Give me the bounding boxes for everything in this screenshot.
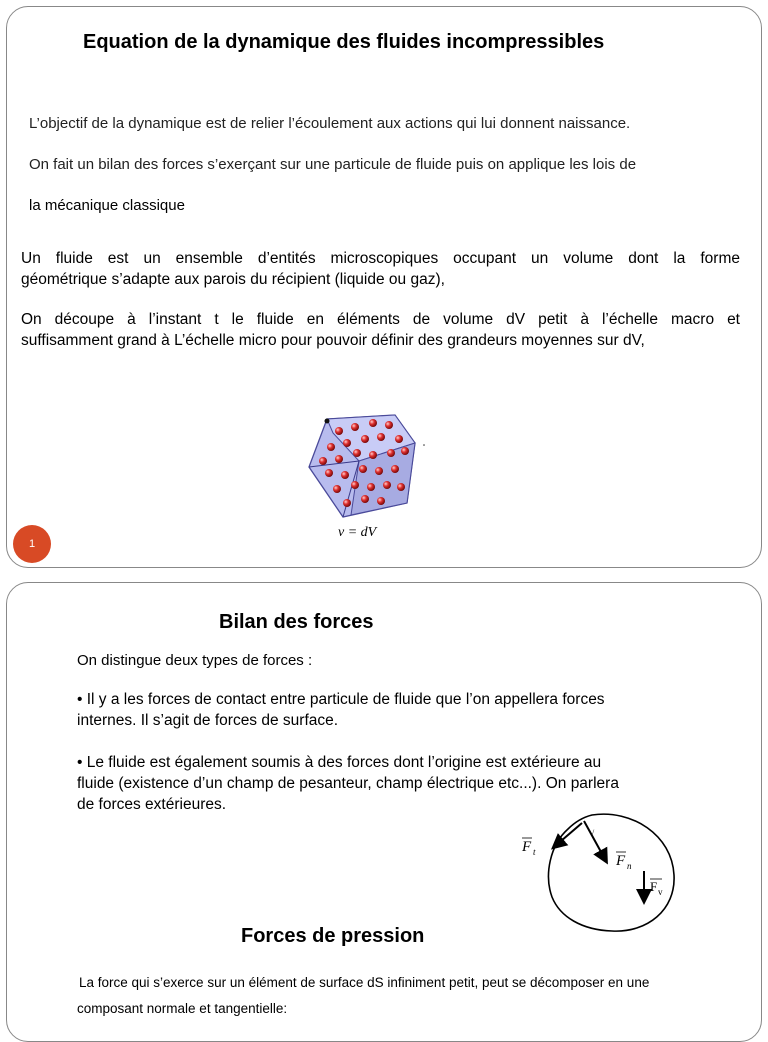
- slide-2-title: Bilan des forces: [219, 611, 374, 633]
- para1-line-1: Un fluide est un ensemble d’entités microscopiques occupant un volume dont la forme: [21, 250, 740, 267]
- bullet2-line-2: fluide (existence d’un champ de pesanteur, champ électrique etc...). On parlera: [77, 775, 619, 792]
- bullet2-line-3: de forces extérieures.: [77, 796, 227, 813]
- bullet-internal-forces: [77, 689, 683, 731]
- bullet1-line-1: • Il y a les forces de contact entre particule de fluide que l’on appellera forces: [77, 691, 605, 708]
- bullet2-line-1: • Le fluide est également soumis à des forces dont l’origine est extérieure au: [77, 754, 602, 771]
- intro-line-1: L’objectif de la dynamique est de relier l’écoulement aux actions qui lui donnent naissance.: [29, 115, 631, 132]
- force-diagram: [512, 805, 682, 935]
- cube-particles-illustration: [303, 411, 433, 523]
- fluid-particle-outline: [549, 814, 675, 931]
- label-fn-sub: n: [627, 861, 632, 871]
- label-fv-sub: v: [658, 887, 663, 897]
- paragraph-volume-element: [21, 309, 740, 351]
- label-fn: F: [616, 853, 626, 869]
- cube-label: v = dV: [338, 525, 377, 540]
- forces-intro: On distingue deux types de forces :: [77, 652, 313, 669]
- label-ft-sub: t: [533, 847, 536, 857]
- intro-line-3: la mécanique classique: [29, 197, 185, 214]
- intro-line-2: On fait un bilan des forces s’exerçant sur une particule de fluide puis on applique les lois de: [29, 156, 637, 173]
- pressure-line-2: composant normale et tangentielle:: [77, 1001, 288, 1016]
- para2-line-2: suffisamment grand à L’échelle micro pour pouvoir définir des grandeurs moyennes sur dV,: [21, 332, 645, 349]
- paragraph-fluid-definition: [21, 248, 740, 290]
- bullet1-line-2: internes. Il s’agit de forces de surface.: [77, 712, 339, 729]
- label-ft: F: [522, 839, 532, 855]
- pressure-line-1: La force qui s’exerce sur un élément de surface dS infiniment petit, peut se décomposer en une: [79, 975, 650, 990]
- slide-1: [6, 6, 762, 568]
- para2-line-1: On découpe à l’instant t le fluide en éléments de volume dV petit à l’échelle macro et: [21, 311, 740, 328]
- tangential-force-arrow: [554, 823, 582, 847]
- page-number-badge: 1: [13, 525, 51, 563]
- slide-1-title: Equation de la dynamique des fluides incompressibles: [83, 31, 605, 53]
- svg-text:/: /: [592, 828, 595, 837]
- pressure-forces-title: Forces de pression: [241, 925, 425, 947]
- para1-line-2: géométrique s’adapte aux parois du récipient (liquide ou gaz),: [21, 271, 445, 288]
- label-fv: F: [650, 879, 658, 894]
- slide-2: [6, 582, 762, 1042]
- normal-force-arrow: [584, 821, 606, 861]
